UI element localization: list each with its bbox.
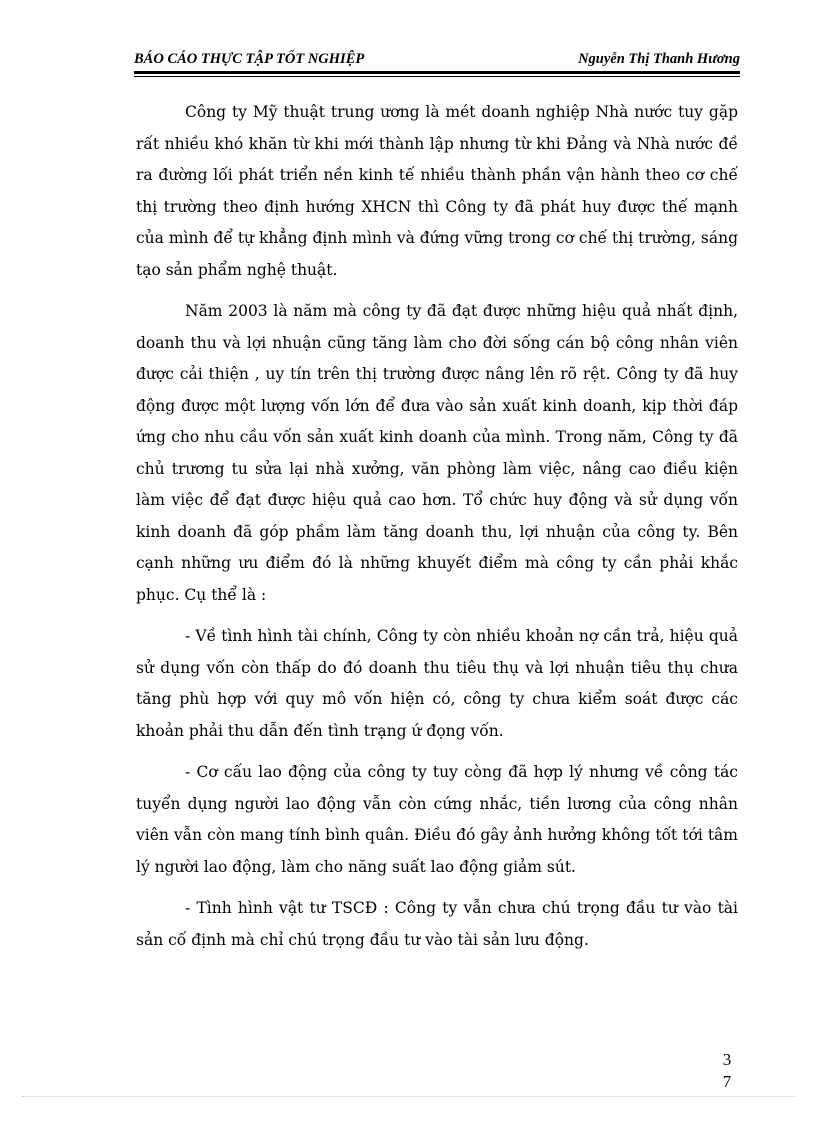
paragraph: Công ty Mỹ thuật trung ương là mét doanh nghiệp Nhà nước tuy gặp rất nhiều khó khăn từ khi mới thành lập nhưng từ khi Đảng và Nhà nước đề ra đường lối phát triển nền kinh tế nhiều thành phần vận hành theo cơ chế thị trường theo định hướng XHCN thì Công ty đã phát huy được thế mạnh của mình để tự khẳng định mình và đứng vững trong cơ chế thị trường, sáng tạo sản phẩm nghệ thuật. — [136, 103, 738, 279]
header-rule-thick — [134, 71, 740, 74]
page-header — [134, 48, 740, 70]
report-title: BÁO CÁO THỰC TẬP TỐT NGHIỆP — [134, 51, 365, 67]
header-rule-thin — [134, 76, 740, 77]
paragraph: - Tình hình vật tư TSCĐ : Công ty vẫn chưa chú trọng đầu tư vào tài sản cố định mà chỉ chú trọng đầu tư vào tài sản lưu động. — [136, 899, 738, 949]
paragraph: - Cơ cấu lao động của công ty tuy còng đã hợp lý nhưng về công tác tuyển dụng người lao động vẫn còn cứng nhắc, tiền lương của công nhân viên vẫn còn mang tính bình quân. Điều đó gây ảnh hưởng không tốt tới tâm lý người lao động, làm cho năng suất lao động giảm sút. — [136, 763, 738, 876]
author-name: Nguyễn Thị Thanh Hương — [578, 51, 740, 67]
page-number-digit: 7 — [722, 1072, 732, 1091]
paragraph: Năm 2003 là năm mà công ty đã đạt được những hiệu quả nhất định, doanh thu và lợi nhuận cũng tăng làm cho đời sống cán bộ công nhân viên được cải thiện , uy tín trên thị trường được nâng lên rõ rệt. Công ty đã huy động được một lượng vốn lớn để đưa vào sản xuất kinh doanh, kịp thời đáp ứng cho nhu cầu vốn sản xuất kinh doanh của mình. Trong năm, Công ty đã chủ trương tu sửa lại nhà xưởng, văn phòng làm việc, nâng cao điều kiện làm việc để đạt được hiệu quả cao hơn. Tổ chức huy động và sử dụng vốn kinh doanh đã góp phầm làm tăng doanh thu, lợi nhuận của công ty. Bên cạnh những ưu điểm đó là những khuyết điểm mà công ty cần phải khắc phục. Cụ thể là : — [136, 302, 738, 604]
paragraph: - Về tình hình tài chính, Công ty còn nhiều khoản nợ cần trả, hiệu quả sử dụng vốn còn thấp do đó doanh thu tiêu thụ và lợi nhuận tiêu thụ chưa tăng phù hợp với quy mô vốn hiện có, công ty chưa kiểm soát được các khoản phải thu dẫn đến tình trạng ứ đọng vốn. — [136, 627, 738, 740]
page-bottom-border — [22, 1096, 796, 1097]
page-number — [717, 1049, 737, 1093]
page-number-digit: 3 — [722, 1050, 732, 1069]
document-body — [136, 97, 738, 966]
